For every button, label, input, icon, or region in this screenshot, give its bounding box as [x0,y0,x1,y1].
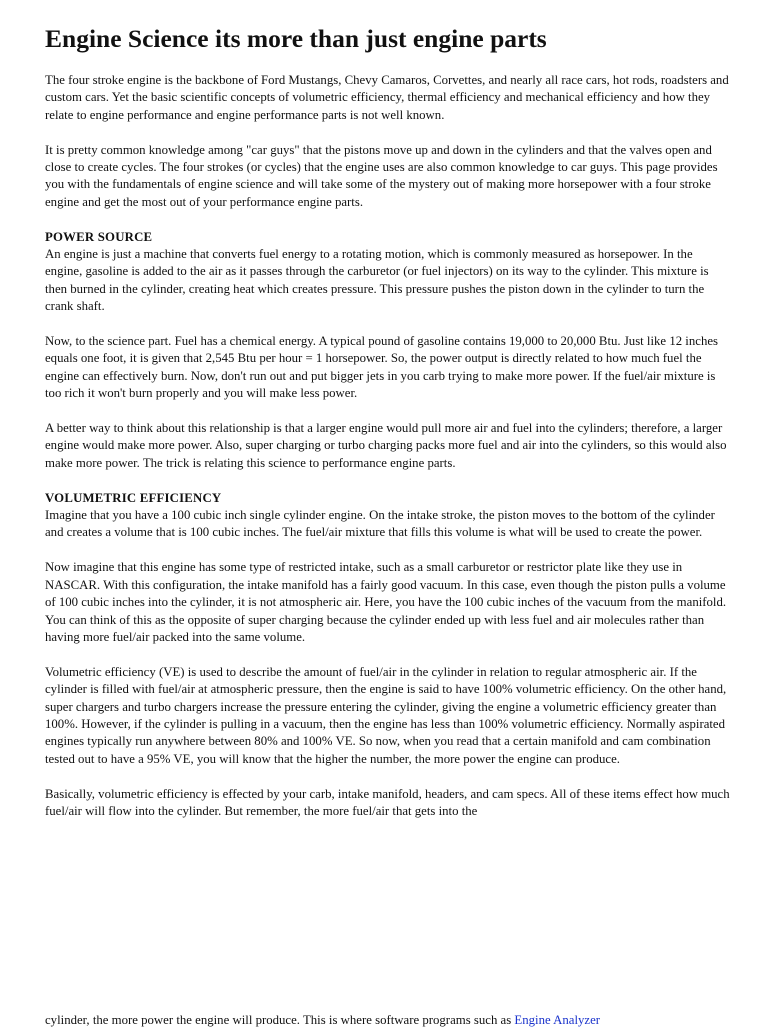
volumetric-efficiency-heading: VOLUMETRIC EFFICIENCY [45,490,222,505]
cubic-inch-paragraph: Imagine that you have a 100 cubic inch single cylinder engine. On the intake stroke, the piston moves to the bottom of the cylinder and creates a volume that is 100 cubic inches. The fuel/air mixture that fills this volume is what will be used to create the power. [45,508,715,540]
restricted-intake-paragraph: Now imagine that this engine has some type of restricted intake, such as a small carburetor or restrictor plate like they use in NASCAR. With this configuration, the intake manifold has a fairly good vacuum. In this case, even though the piston pulls a volume of 100 cubic inches into the cylinder, it is not atmospheric air. Here, you have the 100 cubic inches of the vacuum from the manifold. You can think of this as the opposite of super charging because the cylinder ended up with less fuel and air molecules rather than having more fuel/air packed into the same volume. [45,560,727,644]
car-guys-paragraph: It is pretty common knowledge among "car guys" that the pistons move up and down in the cylinders and that the valves open and close to create cycles. The four strokes (or cycles) that the engine uses are also common knowledge to car guys. This page provides you with the fundamentals of engine science and will take some of the mystery out of making more horsepower with a four stroke engine and get the most out of your performance engine parts. [45,142,718,209]
ve-factors-paragraph: Basically, volumetric efficiency is effected by your carb, intake manifold, headers, and cam specs. All of these items effect how much fuel/air will flow into the cylinder. But remember, the more fuel/air that gets into the [45,786,730,818]
footer-text: cylinder, the more power the engine will produce. This is where software programs such as [45,1013,515,1027]
article-body [45,72,733,838]
ve-definition-paragraph: Volumetric efficiency (VE) is used to describe the amount of fuel/air in the cylinder in relation to regular atmospheric air. If the cylinder is filled with fuel/air at atmospheric pressure, then the engine is said to have 100% volumetric efficiency. On the other hand, super chargers and turbo chargers increase the pressure entering the cylinder, giving the engine a volumetric efficiency greater than 100%. However, if the cylinder is pulling in a vacuum, then the engine has less than 100% volumetric efficiency. Normally aspirated engines typically run anywhere between 80% and 100% VE. So now, when you read that a certain manifold and cam combination tested out to have a 95% VE, you will know that the higher the number, the more power the engine can produce. [45,664,727,766]
power-source-heading: POWER SOURCE [45,229,153,244]
next-page-peek [45,1012,745,1029]
science-part-paragraph: Now, to the science part. Fuel has a chemical energy. A typical pound of gasoline contains 19,000 to 20,000 Btu. Just like 12 inches equals one foot, it is given that 2,545 Btu per hour = 1 horsepower. So, the power output is directly related to how much fuel the engine can effectively burn. Now, don't run out and put bigger jets in you carb trying to make more power. If the fuel/air mixture is too rich it won't burn properly and you will make less power. [45,334,719,401]
page-title: Engine Science its more than just engine parts [45,24,547,53]
engine-analyzer-link[interactable]: Engine Analyzer [514,1013,601,1027]
larger-engine-paragraph: A better way to think about this relationship is that a larger engine would pull more air and fuel into the cylinders; therefore, a larger engine would make more power. Also, super charging or turbo charging packs more fuel and air into the cylinders, so this would also make more power. The trick is relating this science to performance engine parts. [45,421,727,470]
engine-machine-paragraph: An engine is just a machine that converts fuel energy to a rotating motion, which is commonly measured as horsepower. In the engine, gasoline is added to the air as it passes through the carburetor (or fuel injectors) on its way to the cylinder. This mixture is then burned in the cylinder, creating heat which creates pressure. This pressure pushes the piston down in the cylinder to turn the crank shaft. [45,247,709,314]
intro-paragraph: The four stroke engine is the backbone of Ford Mustangs, Chevy Camaros, Corvettes, and nearly all race cars, hot rods, roadsters and custom cars. Yet the basic scientific concepts of volumetric efficiency, thermal efficiency and mechanical efficiency and how they relate to engine performance and engine performance parts is not well known. [45,73,729,122]
